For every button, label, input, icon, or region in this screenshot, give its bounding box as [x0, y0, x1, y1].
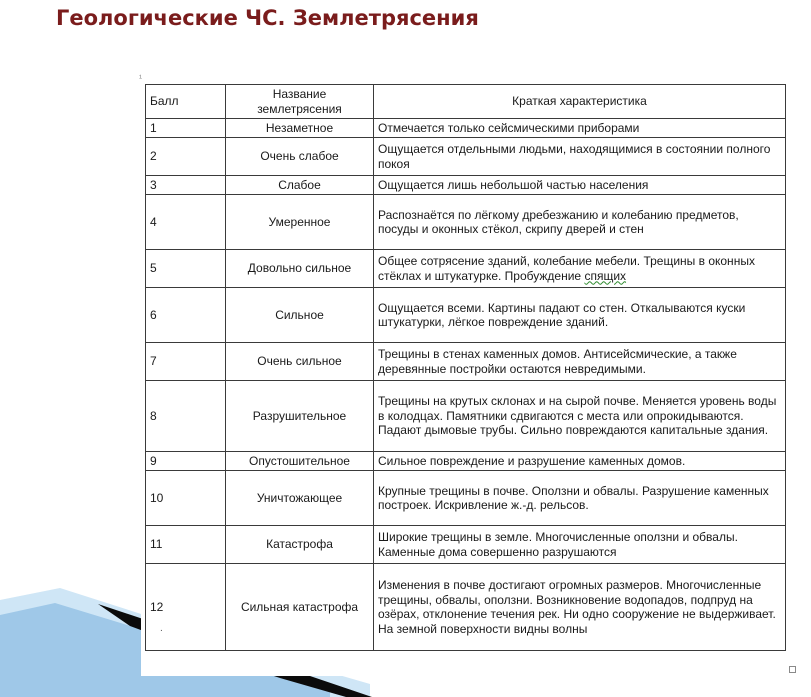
- column-header-description: Краткая характеристика: [374, 85, 786, 119]
- column-header-name: Название землетрясения: [226, 85, 374, 119]
- cell-name: Незаметное: [226, 119, 374, 138]
- table-row: [146, 138, 786, 176]
- cell-name: Умеренное: [226, 195, 374, 250]
- cell-name: Очень слабое: [226, 138, 374, 176]
- cell-name: Катастрофа: [226, 526, 374, 564]
- cell-name: Очень сильное: [226, 343, 374, 381]
- spellcheck-flagged-word: спящих: [584, 268, 627, 283]
- cell-score: 8: [146, 381, 226, 452]
- cell-score: 4: [146, 195, 226, 250]
- cell-score-value: 12: [150, 599, 164, 614]
- table-row: [146, 381, 786, 452]
- cell-name: Довольно сильное: [226, 250, 374, 288]
- earthquake-scale-table: [145, 84, 786, 651]
- cell-description: Трещины в стенах каменных домов. Антисейсмические, а также деревянные постройки остаются невредимыми.: [374, 343, 786, 381]
- table-row: [146, 452, 786, 471]
- cell-description: Ощущается всеми. Картины падают со стен. Откалываются куски штукатурки, лёгкое повреждение зданий.: [374, 288, 786, 343]
- page-title: Геологические ЧС. Землетрясения: [56, 6, 479, 30]
- table-row: [146, 343, 786, 381]
- cell-name: Сильное: [226, 288, 374, 343]
- cell-name: Опустошительное: [226, 452, 374, 471]
- stray-dot: .: [160, 622, 163, 634]
- table-row: [146, 195, 786, 250]
- cell-name: Уничтожающее: [226, 471, 374, 526]
- cell-score: 11: [146, 526, 226, 564]
- cell-description: Трещины на крутых склонах и на сырой почве. Меняется уровень воды в колодцах. Памятники сдвигаются с места или опрокидываются. Падают дымовые трубы. Сильно повреждаются капитальные здания.: [374, 381, 786, 452]
- cell-name: Сильная катастрофа: [226, 564, 374, 651]
- cell-description: Крупные трещины в почве. Оползни и обвалы. Разрушение каменных построек. Искривление ж.-д. рельсов.: [374, 471, 786, 526]
- cell-description: Сильное повреждение и разрушение каменных домов.: [374, 452, 786, 471]
- cell-name: Разрушительное: [226, 381, 374, 452]
- table-row: [146, 176, 786, 195]
- cell-score: 2: [146, 138, 226, 176]
- cell-description: Распознаётся по лёгкому дребезжанию и колебанию предметов, посуды и оконных стёкол, скрипу дверей и стен: [374, 195, 786, 250]
- cell-score: 7: [146, 343, 226, 381]
- cell-description-text: Общее сотрясение зданий, колебание мебели. Трещины в оконных стёклах и штукатурке. Пробуждение: [378, 254, 755, 283]
- table-header-row: [146, 85, 786, 119]
- table-row: [146, 526, 786, 564]
- cell-description: Широкие трещины в земле. Многочисленные оползни и обвалы. Каменные дома совершенно разрушаются: [374, 526, 786, 564]
- cell-score: 9: [146, 452, 226, 471]
- cell-score: 6: [146, 288, 226, 343]
- column-header-score: Балл: [146, 85, 226, 119]
- cell-score: 1: [146, 119, 226, 138]
- cell-score: 5: [146, 250, 226, 288]
- table-row: [146, 564, 786, 651]
- cell-name: Слабое: [226, 176, 374, 195]
- table-row: [146, 250, 786, 288]
- cell-description: Изменения в почве достигают огромных размеров. Многочисленные трещины, обвалы, оползни. Возникновение водопадов, подпруд на озёрах, отклонение течения рек. Ни одно сооружение не выдерживает. На земной поверхности видны волны: [374, 564, 786, 651]
- table-row: [146, 288, 786, 343]
- table-row: [146, 119, 786, 138]
- cell-description: Ощущается лишь небольшой частью населения: [374, 176, 786, 195]
- cell-marker: ¹: [139, 73, 142, 83]
- cell-description: Отмечается только сейсмическими приборами: [374, 119, 786, 138]
- cell-description: Ощущается отдельными людьми, находящимися в состоянии полного покоя: [374, 138, 786, 176]
- cell-score: 3: [146, 176, 226, 195]
- resize-handle: [789, 666, 796, 673]
- cell-score: [146, 564, 226, 651]
- table-row: [146, 471, 786, 526]
- cell-score: 10: [146, 471, 226, 526]
- cell-description: [374, 250, 786, 288]
